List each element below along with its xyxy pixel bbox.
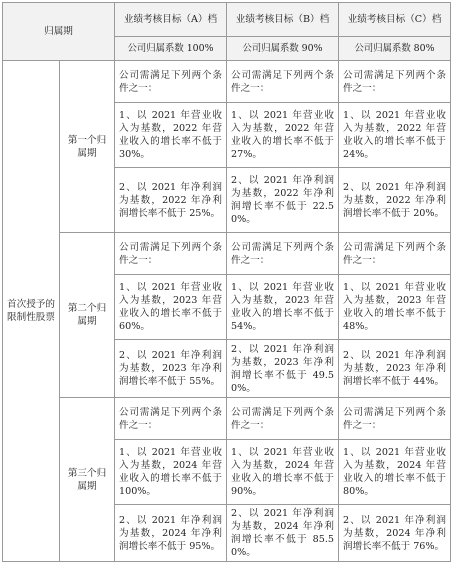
table-cell: 1、以 2021 年营业收入为基数，2024 年营业收入的增长率不低于 90%。 [227,440,339,505]
period-label: 第一个归属期 [60,61,115,233]
period-label: 第三个归属期 [60,398,115,562]
table-cell: 2、以 2021 年净利润为基数，2024 年净利润增长率不低于 85.50%。 [227,505,339,562]
tier-b-header: 业绩考核目标（B）档 [227,3,339,37]
table-cell: 1、以 2021 年营业收入为基数，2023 年营业收入的增长率不低于 48%。 [339,275,451,340]
table-row [3,61,451,103]
table-cell: 公司需满足下列两个条件之一： [115,233,227,275]
table-cell: 公司需满足下列两个条件之一： [227,398,339,440]
table-cell: 1、以 2021 年营业收入为基数，2024 年营业收入的增长率不低于 100%。 [115,440,227,505]
table-cell: 1、以 2021 年营业收入为基数，2024 年营业收入的增长率不低于 80%。 [339,440,451,505]
table-cell: 公司需满足下列两个条件之一： [227,61,339,103]
table-cell: 公司需满足下列两个条件之一： [339,398,451,440]
table-row [3,233,451,275]
table-cell: 2、以 2021 年净利润为基数，2022 年净利润增长率不低于 20%。 [339,168,451,233]
tier-a-coefficient: 公司归属系数 100% [115,37,227,61]
tier-b-coefficient: 公司归属系数 90% [227,37,339,61]
grant-group-label: 首次授予的限制性股票 [3,61,60,562]
performance-target-table [2,2,451,562]
table-cell: 1、以 2021 年营业收入为基数，2023 年营业收入的增长率不低于 60%。 [115,275,227,340]
table-cell: 公司需满足下列两个条件之一： [115,61,227,103]
tier-c-header: 业绩考核目标（C）档 [339,3,451,37]
tier-c-coefficient: 公司归属系数 80% [339,37,451,61]
table-cell: 2、以 2021 年净利润为基数，2023 年净利润增长率不低于 44%。 [339,340,451,398]
period-label: 第二个归属期 [60,233,115,398]
table-cell: 公司需满足下列两个条件之一： [339,61,451,103]
table-cell: 公司需满足下列两个条件之一： [115,398,227,440]
table-cell: 1、以 2021 年营业收入为基数，2022 年营业收入的增长率不低于 24%。 [339,103,451,168]
table-cell: 1、以 2021 年营业收入为基数，2022 年营业收入的增长率不低于 30%。 [115,103,227,168]
table-cell: 2、以 2021 年净利润为基数，2022 年净利润增长率不低于 25%。 [115,168,227,233]
table-cell: 公司需满足下列两个条件之一： [339,233,451,275]
table-cell: 1、以 2021 年营业收入为基数，2022 年营业收入的增长率不低于 27%。 [227,103,339,168]
table-cell: 2、以 2021 年净利润为基数，2023 年净利润增长率不低于 49.50%。 [227,340,339,398]
table-cell: 2、以 2021 年净利润为基数，2022 年净利润增长率不低于 22.50%。 [227,168,339,233]
table-cell: 1、以 2021 年营业收入为基数，2023 年营业收入的增长率不低于 54%。 [227,275,339,340]
table-row [3,398,451,440]
period-header: 归属期 [3,3,115,61]
tier-a-header: 业绩考核目标（A）档 [115,3,227,37]
table-cell: 2、以 2021 年净利润为基数，2023 年净利润增长率不低于 55%。 [115,340,227,398]
table-cell: 公司需满足下列两个条件之一： [227,233,339,275]
table-cell: 2、以 2021 年净利润为基数，2024 年净利润增长率不低于 76%。 [339,505,451,562]
table-cell: 2、以 2021 年净利润为基数，2024 年净利润增长率不低于 95%。 [115,505,227,562]
